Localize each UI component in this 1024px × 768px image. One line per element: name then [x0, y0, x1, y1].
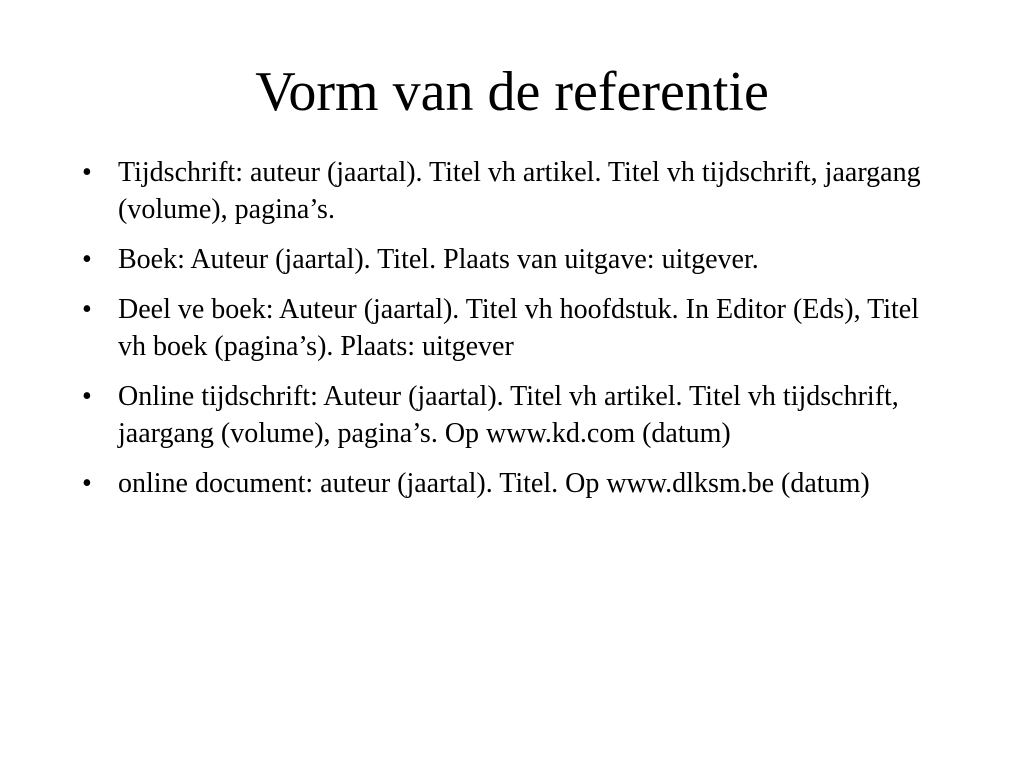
bullet-item-online-document [76, 465, 946, 502]
bullet-text: Tijdschrift: auteur (jaartal). Titel vh artikel. Titel vh tijdschrift, jaargang (volume), pagina’s. [118, 157, 921, 225]
bullet-text: online document: auteur (jaartal). Titel. Op www.dlksm.be (datum) [118, 468, 870, 499]
bullet-text: Boek: Auteur (jaartal). Titel. Plaats van uitgave: uitgever. [118, 244, 759, 275]
bullet-icon: • [82, 157, 92, 188]
bullet-text: Deel ve boek: Auteur (jaartal). Titel vh hoofdstuk. In Editor (Eds), Titel vh boek (pagina’s). Plaats: uitgever [118, 294, 920, 362]
bullet-icon: • [82, 381, 92, 412]
bullet-icon: • [82, 468, 92, 499]
bullet-item-book [76, 241, 946, 278]
bullet-item-online-journal [76, 378, 946, 452]
bullet-list [76, 154, 946, 515]
bullet-item-book-chapter [76, 291, 946, 365]
bullet-text: Online tijdschrift: Auteur (jaartal). Titel vh artikel. Titel vh tijdschrift, jaargang (volume), pagina’s. Op www.kd.com (datum) [118, 381, 899, 449]
slide-title: Vorm van de referentie [255, 61, 769, 123]
bullet-icon: • [82, 244, 92, 275]
bullet-icon: • [82, 294, 92, 325]
bullet-item-journal [76, 154, 946, 228]
